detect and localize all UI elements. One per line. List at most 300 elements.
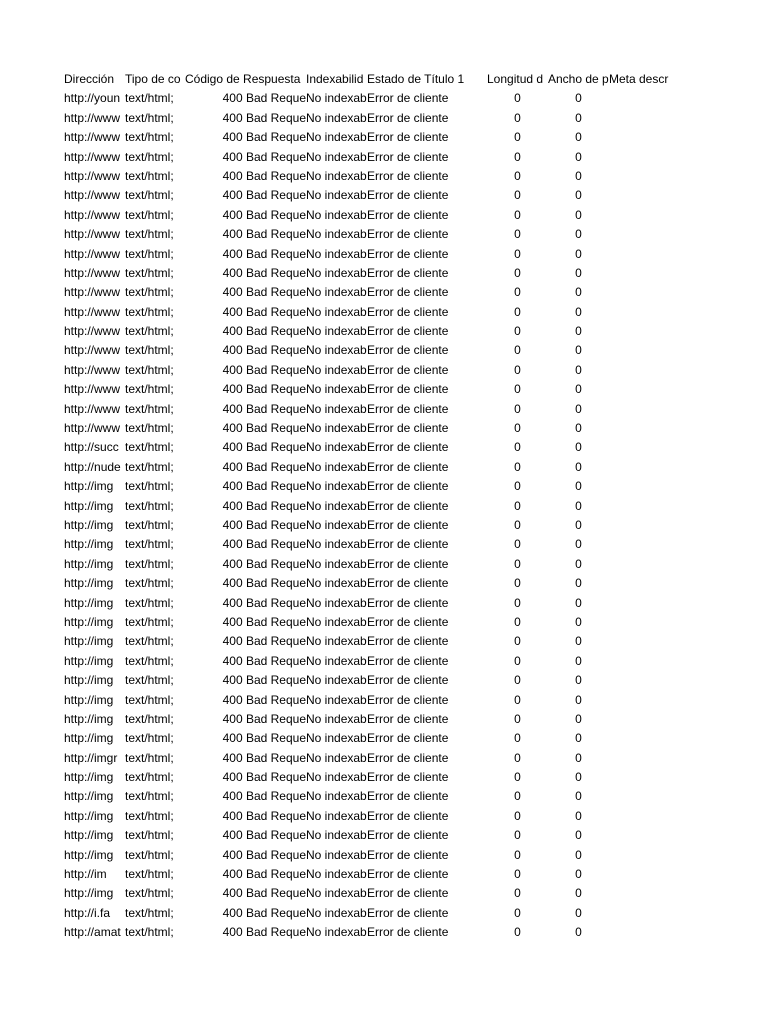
- cell-codigo[interactable]: 400 Bad Reque: [222, 440, 306, 455]
- cell-codigo[interactable]: 400 Bad Reque: [222, 731, 306, 746]
- cell-url[interactable]: http://img: [64, 673, 114, 688]
- cell-codigo[interactable]: 400 Bad Reque: [222, 847, 306, 862]
- cell-indexabilidad[interactable]: No indexab: [306, 362, 367, 377]
- cell-tipo[interactable]: text/html;: [125, 246, 174, 261]
- cell-indexabilidad[interactable]: No indexab: [306, 711, 367, 726]
- cell-estado[interactable]: Error de cliente: [367, 517, 449, 532]
- cell-indexabilidad[interactable]: No indexab: [306, 207, 367, 222]
- cell-url[interactable]: http://www: [64, 110, 121, 125]
- cell-tipo[interactable]: text/html;: [125, 227, 174, 242]
- cell-url[interactable]: http://amat: [64, 925, 121, 940]
- cell-longitud[interactable]: 0: [514, 750, 521, 765]
- cell-longitud[interactable]: 0: [514, 479, 521, 494]
- cell-codigo[interactable]: 400 Bad Reque: [222, 828, 306, 843]
- cell-longitud[interactable]: 0: [514, 770, 521, 785]
- cell-indexabilidad[interactable]: No indexab: [306, 634, 367, 649]
- cell-ancho[interactable]: 0: [575, 459, 582, 474]
- cell-longitud[interactable]: 0: [514, 207, 521, 222]
- cell-ancho[interactable]: 0: [575, 285, 582, 300]
- cell-tipo[interactable]: text/html;: [125, 789, 174, 804]
- cell-tipo[interactable]: text/html;: [125, 808, 174, 823]
- cell-indexabilidad[interactable]: No indexab: [306, 304, 367, 319]
- cell-codigo[interactable]: 400 Bad Reque: [222, 304, 306, 319]
- cell-indexabilidad[interactable]: No indexab: [306, 847, 367, 862]
- cell-ancho[interactable]: 0: [575, 711, 582, 726]
- cell-estado[interactable]: Error de cliente: [367, 770, 449, 785]
- cell-url[interactable]: http://succ: [64, 440, 119, 455]
- cell-indexabilidad[interactable]: No indexab: [306, 110, 367, 125]
- cell-longitud[interactable]: 0: [514, 440, 521, 455]
- cell-url[interactable]: http://www: [64, 304, 121, 319]
- cell-codigo[interactable]: 400 Bad Reque: [222, 750, 306, 765]
- cell-codigo[interactable]: 400 Bad Reque: [222, 789, 306, 804]
- header-estado-titulo[interactable]: [367, 70, 487, 89]
- cell-url[interactable]: http://imgr: [64, 750, 118, 765]
- cell-indexabilidad[interactable]: No indexab: [306, 246, 367, 261]
- cell-ancho[interactable]: 0: [575, 867, 582, 882]
- cell-ancho[interactable]: 0: [575, 265, 582, 280]
- cell-url[interactable]: http://img: [64, 789, 114, 804]
- cell-estado[interactable]: Error de cliente: [367, 382, 449, 397]
- cell-estado[interactable]: Error de cliente: [367, 731, 449, 746]
- cell-tipo[interactable]: text/html;: [125, 304, 174, 319]
- cell-estado[interactable]: Error de cliente: [367, 886, 449, 901]
- cell-codigo[interactable]: 400 Bad Reque: [222, 188, 306, 203]
- cell-indexabilidad[interactable]: No indexab: [306, 925, 367, 940]
- cell-longitud[interactable]: 0: [514, 595, 521, 610]
- cell-longitud[interactable]: 0: [514, 110, 521, 125]
- cell-ancho[interactable]: 0: [575, 517, 582, 532]
- cell-ancho[interactable]: 0: [575, 808, 582, 823]
- cell-ancho[interactable]: 0: [575, 847, 582, 862]
- cell-longitud[interactable]: 0: [514, 517, 521, 532]
- cell-codigo[interactable]: 400 Bad Reque: [222, 285, 306, 300]
- cell-url[interactable]: http://www: [64, 401, 121, 416]
- cell-codigo[interactable]: 400 Bad Reque: [222, 614, 306, 629]
- cell-ancho[interactable]: 0: [575, 770, 582, 785]
- cell-tipo[interactable]: text/html;: [125, 110, 174, 125]
- cell-ancho[interactable]: 0: [575, 731, 582, 746]
- cell-url[interactable]: http://www: [64, 188, 121, 203]
- cell-tipo[interactable]: text/html;: [125, 382, 174, 397]
- cell-codigo[interactable]: 400 Bad Reque: [222, 925, 306, 940]
- cell-tipo[interactable]: text/html;: [125, 750, 174, 765]
- cell-url[interactable]: http://www: [64, 207, 121, 222]
- cell-estado[interactable]: Error de cliente: [367, 556, 449, 571]
- cell-longitud[interactable]: 0: [514, 459, 521, 474]
- cell-codigo[interactable]: 400 Bad Reque: [222, 905, 306, 920]
- cell-url[interactable]: http://img: [64, 770, 114, 785]
- cell-longitud[interactable]: 0: [514, 168, 521, 183]
- cell-url[interactable]: http://nude: [64, 459, 121, 474]
- cell-tipo[interactable]: text/html;: [125, 207, 174, 222]
- cell-codigo[interactable]: 400 Bad Reque: [222, 711, 306, 726]
- cell-longitud[interactable]: 0: [514, 188, 521, 203]
- cell-ancho[interactable]: 0: [575, 905, 582, 920]
- cell-url[interactable]: http://img: [64, 886, 114, 901]
- cell-longitud[interactable]: 0: [514, 711, 521, 726]
- cell-ancho[interactable]: 0: [575, 168, 582, 183]
- cell-ancho[interactable]: 0: [575, 556, 582, 571]
- cell-indexabilidad[interactable]: No indexab: [306, 556, 367, 571]
- cell-url[interactable]: http://im: [64, 867, 107, 882]
- cell-codigo[interactable]: 400 Bad Reque: [222, 91, 306, 106]
- cell-codigo[interactable]: 400 Bad Reque: [222, 265, 306, 280]
- cell-codigo[interactable]: 400 Bad Reque: [222, 324, 306, 339]
- cell-indexabilidad[interactable]: No indexab: [306, 188, 367, 203]
- cell-estado[interactable]: Error de cliente: [367, 246, 449, 261]
- cell-codigo[interactable]: 400 Bad Reque: [222, 421, 306, 436]
- cell-codigo[interactable]: 400 Bad Reque: [222, 537, 306, 552]
- cell-indexabilidad[interactable]: No indexab: [306, 382, 367, 397]
- cell-estado[interactable]: Error de cliente: [367, 789, 449, 804]
- cell-estado[interactable]: Error de cliente: [367, 265, 449, 280]
- cell-ancho[interactable]: 0: [575, 537, 582, 552]
- cell-longitud[interactable]: 0: [514, 246, 521, 261]
- cell-url[interactable]: http://img: [64, 711, 114, 726]
- cell-tipo[interactable]: text/html;: [125, 498, 174, 513]
- cell-ancho[interactable]: 0: [575, 207, 582, 222]
- cell-indexabilidad[interactable]: No indexab: [306, 770, 367, 785]
- cell-estado[interactable]: Error de cliente: [367, 576, 449, 591]
- cell-codigo[interactable]: 400 Bad Reque: [222, 653, 306, 668]
- cell-ancho[interactable]: 0: [575, 110, 582, 125]
- cell-tipo[interactable]: text/html;: [125, 828, 174, 843]
- cell-url[interactable]: http://img: [64, 595, 114, 610]
- cell-longitud[interactable]: 0: [514, 324, 521, 339]
- header-indexabilidad[interactable]: Indexabilid: [306, 72, 364, 86]
- cell-tipo[interactable]: text/html;: [125, 459, 174, 474]
- cell-tipo[interactable]: text/html;: [125, 576, 174, 591]
- cell-longitud[interactable]: 0: [514, 227, 521, 242]
- cell-estado[interactable]: Error de cliente: [367, 459, 449, 474]
- header-meta[interactable]: Meta descr: [609, 72, 669, 86]
- cell-codigo[interactable]: 400 Bad Reque: [222, 867, 306, 882]
- cell-indexabilidad[interactable]: No indexab: [306, 479, 367, 494]
- cell-indexabilidad[interactable]: No indexab: [306, 421, 367, 436]
- cell-ancho[interactable]: 0: [575, 246, 582, 261]
- cell-codigo[interactable]: 400 Bad Reque: [222, 401, 306, 416]
- cell-ancho[interactable]: 0: [575, 362, 582, 377]
- cell-tipo[interactable]: text/html;: [125, 595, 174, 610]
- cell-estado[interactable]: Error de cliente: [367, 227, 449, 242]
- cell-url[interactable]: http://img: [64, 634, 114, 649]
- cell-ancho[interactable]: 0: [575, 479, 582, 494]
- cell-longitud[interactable]: 0: [514, 886, 521, 901]
- cell-ancho[interactable]: 0: [575, 750, 582, 765]
- cell-codigo[interactable]: 400 Bad Reque: [222, 479, 306, 494]
- cell-indexabilidad[interactable]: No indexab: [306, 750, 367, 765]
- cell-tipo[interactable]: text/html;: [125, 673, 174, 688]
- cell-url[interactable]: http://img: [64, 498, 114, 513]
- cell-longitud[interactable]: 0: [514, 789, 521, 804]
- cell-codigo[interactable]: 400 Bad Reque: [222, 110, 306, 125]
- cell-tipo[interactable]: text/html;: [125, 692, 174, 707]
- cell-estado[interactable]: Error de cliente: [367, 207, 449, 222]
- cell-tipo[interactable]: text/html;: [125, 343, 174, 358]
- cell-longitud[interactable]: 0: [514, 576, 521, 591]
- cell-tipo[interactable]: text/html;: [125, 653, 174, 668]
- cell-ancho[interactable]: 0: [575, 634, 582, 649]
- cell-ancho[interactable]: 0: [575, 91, 582, 106]
- cell-estado[interactable]: Error de cliente: [367, 750, 449, 765]
- cell-tipo[interactable]: text/html;: [125, 440, 174, 455]
- cell-indexabilidad[interactable]: No indexab: [306, 731, 367, 746]
- cell-tipo[interactable]: text/html;: [125, 479, 174, 494]
- cell-indexabilidad[interactable]: No indexab: [306, 343, 367, 358]
- cell-longitud[interactable]: 0: [514, 498, 521, 513]
- cell-url[interactable]: http://www: [64, 382, 121, 397]
- cell-estado[interactable]: Error de cliente: [367, 421, 449, 436]
- cell-indexabilidad[interactable]: No indexab: [306, 168, 367, 183]
- cell-url[interactable]: http://www: [64, 343, 121, 358]
- cell-tipo[interactable]: text/html;: [125, 401, 174, 416]
- cell-codigo[interactable]: 400 Bad Reque: [222, 595, 306, 610]
- cell-longitud[interactable]: 0: [514, 421, 521, 436]
- cell-estado[interactable]: Error de cliente: [367, 130, 449, 145]
- cell-indexabilidad[interactable]: No indexab: [306, 886, 367, 901]
- cell-estado[interactable]: Error de cliente: [367, 479, 449, 494]
- cell-tipo[interactable]: text/html;: [125, 91, 174, 106]
- cell-indexabilidad[interactable]: No indexab: [306, 130, 367, 145]
- cell-estado[interactable]: Error de cliente: [367, 498, 449, 513]
- cell-url[interactable]: http://img: [64, 731, 114, 746]
- cell-codigo[interactable]: 400 Bad Reque: [222, 343, 306, 358]
- cell-codigo[interactable]: 400 Bad Reque: [222, 886, 306, 901]
- cell-tipo[interactable]: text/html;: [125, 517, 174, 532]
- cell-ancho[interactable]: 0: [575, 440, 582, 455]
- cell-tipo[interactable]: text/html;: [125, 770, 174, 785]
- header-tipo[interactable]: Tipo de co: [125, 72, 181, 86]
- cell-estado[interactable]: Error de cliente: [367, 673, 449, 688]
- cell-tipo[interactable]: text/html;: [125, 614, 174, 629]
- cell-codigo[interactable]: 400 Bad Reque: [222, 459, 306, 474]
- cell-tipo[interactable]: text/html;: [125, 130, 174, 145]
- cell-url[interactable]: http://www: [64, 149, 121, 164]
- cell-url[interactable]: http://img: [64, 828, 114, 843]
- cell-longitud[interactable]: 0: [514, 265, 521, 280]
- cell-tipo[interactable]: text/html;: [125, 905, 174, 920]
- header-codigo[interactable]: Código de Respuesta: [185, 72, 301, 86]
- cell-indexabilidad[interactable]: No indexab: [306, 401, 367, 416]
- cell-indexabilidad[interactable]: No indexab: [306, 537, 367, 552]
- cell-indexabilidad[interactable]: No indexab: [306, 595, 367, 610]
- cell-estado[interactable]: Error de cliente: [367, 867, 449, 882]
- cell-indexabilidad[interactable]: No indexab: [306, 91, 367, 106]
- cell-longitud[interactable]: 0: [514, 556, 521, 571]
- cell-ancho[interactable]: 0: [575, 343, 582, 358]
- cell-estado[interactable]: Error de cliente: [367, 711, 449, 726]
- cell-indexabilidad[interactable]: No indexab: [306, 789, 367, 804]
- cell-indexabilidad[interactable]: No indexab: [306, 692, 367, 707]
- cell-estado[interactable]: Error de cliente: [367, 91, 449, 106]
- cell-url[interactable]: http://img: [64, 653, 114, 668]
- cell-tipo[interactable]: text/html;: [125, 711, 174, 726]
- cell-ancho[interactable]: 0: [575, 886, 582, 901]
- cell-estado[interactable]: Error de cliente: [367, 440, 449, 455]
- cell-longitud[interactable]: 0: [514, 673, 521, 688]
- cell-indexabilidad[interactable]: No indexab: [306, 614, 367, 629]
- cell-indexabilidad[interactable]: No indexab: [306, 285, 367, 300]
- cell-codigo[interactable]: 400 Bad Reque: [222, 634, 306, 649]
- cell-url[interactable]: http://www: [64, 362, 121, 377]
- cell-url[interactable]: http://www: [64, 324, 121, 339]
- cell-tipo[interactable]: text/html;: [125, 847, 174, 862]
- cell-longitud[interactable]: 0: [514, 304, 521, 319]
- cell-url[interactable]: http://img: [64, 537, 114, 552]
- cell-tipo[interactable]: text/html;: [125, 421, 174, 436]
- cell-codigo[interactable]: 400 Bad Reque: [222, 246, 306, 261]
- cell-codigo[interactable]: 400 Bad Reque: [222, 498, 306, 513]
- header-direccion[interactable]: Dirección: [64, 72, 115, 86]
- cell-longitud[interactable]: 0: [514, 634, 521, 649]
- cell-url[interactable]: http://www: [64, 421, 121, 436]
- cell-estado[interactable]: Error de cliente: [367, 537, 449, 552]
- cell-tipo[interactable]: text/html;: [125, 188, 174, 203]
- cell-url[interactable]: http://www: [64, 285, 121, 300]
- cell-codigo[interactable]: 400 Bad Reque: [222, 382, 306, 397]
- cell-estado[interactable]: Error de cliente: [367, 110, 449, 125]
- cell-estado[interactable]: Error de cliente: [367, 595, 449, 610]
- cell-estado[interactable]: Error de cliente: [367, 692, 449, 707]
- cell-codigo[interactable]: 400 Bad Reque: [222, 808, 306, 823]
- cell-longitud[interactable]: 0: [514, 925, 521, 940]
- cell-longitud[interactable]: 0: [514, 401, 521, 416]
- cell-ancho[interactable]: 0: [575, 401, 582, 416]
- cell-longitud[interactable]: 0: [514, 905, 521, 920]
- cell-url[interactable]: http://i.fa: [64, 905, 111, 920]
- cell-longitud[interactable]: 0: [514, 382, 521, 397]
- cell-longitud[interactable]: 0: [514, 285, 521, 300]
- cell-longitud[interactable]: 0: [514, 130, 521, 145]
- cell-url[interactable]: http://www: [64, 246, 121, 261]
- cell-tipo[interactable]: text/html;: [125, 168, 174, 183]
- cell-indexabilidad[interactable]: No indexab: [306, 867, 367, 882]
- cell-indexabilidad[interactable]: No indexab: [306, 576, 367, 591]
- cell-estado[interactable]: Error de cliente: [367, 401, 449, 416]
- cell-url[interactable]: http://youn: [64, 91, 121, 106]
- cell-ancho[interactable]: 0: [575, 421, 582, 436]
- cell-url[interactable]: http://img: [64, 576, 114, 591]
- cell-indexabilidad[interactable]: No indexab: [306, 265, 367, 280]
- cell-indexabilidad[interactable]: No indexab: [306, 498, 367, 513]
- cell-indexabilidad[interactable]: No indexab: [306, 149, 367, 164]
- cell-url[interactable]: http://www: [64, 265, 121, 280]
- cell-estado[interactable]: Error de cliente: [367, 808, 449, 823]
- cell-tipo[interactable]: text/html;: [125, 731, 174, 746]
- cell-ancho[interactable]: 0: [575, 498, 582, 513]
- cell-codigo[interactable]: 400 Bad Reque: [222, 168, 306, 183]
- cell-url[interactable]: http://img: [64, 556, 114, 571]
- cell-url[interactable]: http://img: [64, 692, 114, 707]
- cell-ancho[interactable]: 0: [575, 614, 582, 629]
- cell-ancho[interactable]: 0: [575, 653, 582, 668]
- cell-tipo[interactable]: text/html;: [125, 362, 174, 377]
- cell-longitud[interactable]: 0: [514, 343, 521, 358]
- cell-tipo[interactable]: text/html;: [125, 634, 174, 649]
- cell-url[interactable]: http://img: [64, 614, 114, 629]
- cell-codigo[interactable]: 400 Bad Reque: [222, 207, 306, 222]
- cell-tipo[interactable]: text/html;: [125, 537, 174, 552]
- cell-estado[interactable]: Error de cliente: [367, 653, 449, 668]
- cell-ancho[interactable]: 0: [575, 304, 582, 319]
- cell-codigo[interactable]: 400 Bad Reque: [222, 556, 306, 571]
- cell-codigo[interactable]: 400 Bad Reque: [222, 517, 306, 532]
- cell-estado[interactable]: Error de cliente: [367, 905, 449, 920]
- cell-longitud[interactable]: 0: [514, 362, 521, 377]
- cell-ancho[interactable]: 0: [575, 382, 582, 397]
- cell-indexabilidad[interactable]: No indexab: [306, 517, 367, 532]
- cell-codigo[interactable]: 400 Bad Reque: [222, 692, 306, 707]
- cell-estado[interactable]: Error de cliente: [367, 847, 449, 862]
- cell-indexabilidad[interactable]: No indexab: [306, 673, 367, 688]
- cell-codigo[interactable]: 400 Bad Reque: [222, 227, 306, 242]
- cell-ancho[interactable]: 0: [575, 673, 582, 688]
- cell-url[interactable]: http://www: [64, 168, 121, 183]
- cell-tipo[interactable]: text/html;: [125, 556, 174, 571]
- cell-ancho[interactable]: 0: [575, 227, 582, 242]
- cell-url[interactable]: http://www: [64, 130, 121, 145]
- cell-longitud[interactable]: 0: [514, 614, 521, 629]
- cell-ancho[interactable]: 0: [575, 595, 582, 610]
- cell-indexabilidad[interactable]: No indexab: [306, 808, 367, 823]
- cell-indexabilidad[interactable]: No indexab: [306, 828, 367, 843]
- cell-longitud[interactable]: 0: [514, 537, 521, 552]
- cell-ancho[interactable]: 0: [575, 324, 582, 339]
- cell-codigo[interactable]: 400 Bad Reque: [222, 576, 306, 591]
- cell-estado[interactable]: Error de cliente: [367, 343, 449, 358]
- cell-tipo[interactable]: text/html;: [125, 324, 174, 339]
- cell-estado[interactable]: Error de cliente: [367, 149, 449, 164]
- cell-indexabilidad[interactable]: No indexab: [306, 459, 367, 474]
- cell-indexabilidad[interactable]: No indexab: [306, 440, 367, 455]
- cell-url[interactable]: http://img: [64, 847, 114, 862]
- cell-url[interactable]: http://www: [64, 227, 121, 242]
- cell-estado[interactable]: Error de cliente: [367, 362, 449, 377]
- cell-codigo[interactable]: 400 Bad Reque: [222, 770, 306, 785]
- cell-url[interactable]: http://img: [64, 808, 114, 823]
- cell-tipo[interactable]: text/html;: [125, 925, 174, 940]
- cell-codigo[interactable]: 400 Bad Reque: [222, 362, 306, 377]
- cell-longitud[interactable]: 0: [514, 847, 521, 862]
- cell-ancho[interactable]: 0: [575, 576, 582, 591]
- cell-codigo[interactable]: 400 Bad Reque: [222, 673, 306, 688]
- cell-codigo[interactable]: 400 Bad Reque: [222, 130, 306, 145]
- cell-tipo[interactable]: text/html;: [125, 886, 174, 901]
- cell-tipo[interactable]: text/html;: [125, 149, 174, 164]
- header-longitud[interactable]: Longitud d: [487, 72, 544, 86]
- cell-tipo[interactable]: text/html;: [125, 867, 174, 882]
- cell-tipo[interactable]: text/html;: [125, 285, 174, 300]
- cell-codigo[interactable]: 400 Bad Reque: [222, 149, 306, 164]
- cell-ancho[interactable]: 0: [575, 828, 582, 843]
- cell-estado[interactable]: Error de cliente: [367, 168, 449, 183]
- cell-url[interactable]: http://img: [64, 517, 114, 532]
- cell-url[interactable]: http://img: [64, 479, 114, 494]
- cell-indexabilidad[interactable]: No indexab: [306, 905, 367, 920]
- cell-longitud[interactable]: 0: [514, 653, 521, 668]
- cell-longitud[interactable]: 0: [514, 692, 521, 707]
- cell-estado[interactable]: Error de cliente: [367, 614, 449, 629]
- cell-estado[interactable]: Error de cliente: [367, 828, 449, 843]
- cell-estado[interactable]: Error de cliente: [367, 285, 449, 300]
- cell-longitud[interactable]: 0: [514, 149, 521, 164]
- cell-longitud[interactable]: 0: [514, 808, 521, 823]
- cell-indexabilidad[interactable]: No indexab: [306, 227, 367, 242]
- cell-ancho[interactable]: 0: [575, 692, 582, 707]
- cell-ancho[interactable]: 0: [575, 149, 582, 164]
- cell-estado[interactable]: Error de cliente: [367, 324, 449, 339]
